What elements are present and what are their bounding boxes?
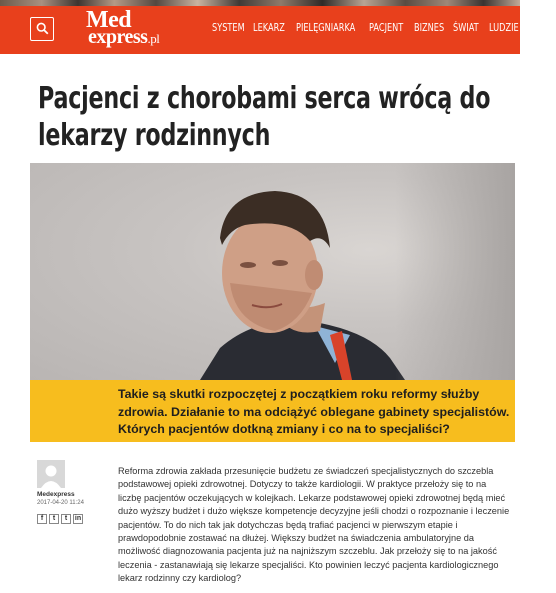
facebook-share-icon[interactable]: f — [37, 514, 47, 524]
share-buttons — [37, 514, 85, 524]
author-name[interactable]: Medexpress — [37, 491, 75, 498]
logo-med: Med — [86, 7, 132, 33]
twitter-share-icon[interactable]: t — [49, 514, 59, 524]
logo-express-text: express — [88, 26, 148, 48]
nav-item-pacjent[interactable]: PACJENT — [369, 22, 404, 34]
publish-date: 2017-04-20 11:24 — [37, 500, 84, 506]
nav-item-swiat[interactable]: ŚWIAT — [453, 22, 479, 34]
site-logo[interactable] — [86, 9, 196, 49]
photo-shadow — [395, 163, 515, 380]
hero-photo — [30, 163, 515, 380]
logo-express — [88, 26, 159, 49]
author-avatar — [37, 460, 65, 488]
nav-item-system[interactable]: SYSTEM — [212, 22, 245, 34]
tumblr-share-icon[interactable]: t — [61, 514, 71, 524]
avatar-icon — [37, 460, 65, 488]
article-body: Reforma zdrowia zakłada przesunięcie budżetu ze świadczeń specjalistycznych do szczebla podstawowej opieki zdrowotnej. Dotyczy to także kardiologii. W praktyce przełoży się to na liczbę pacjentów oczekujących w kolejkach. Lekarze podstawowej opieki zdrowotnej będą mieć dużo wyższy budżet i dużo większe kompetencje decyzyjne jeśli chodzi o rozpoznanie i leczenie pacjentów. To do nich tak jak dotychczas będą trafiać pacjenci w pierwszym etapie i prawdopodobnie zostawać na dłużej. Większy budżet na świadczenia ambulatoryjne da możliwość diagnozowania pacjenta już na najniższym szczeblu. Jak przełoży się to na jakość leczenia - zastanawiają się lekarze specjaliści. Kto powinien leczyć pacjenta kardiologicznego lekarz rodzinny czy kardiolog? — [118, 466, 510, 584]
search-button[interactable] — [30, 17, 54, 41]
search-icon — [36, 22, 49, 35]
site-header — [0, 6, 540, 54]
nav-item-lekarz[interactable]: LEKARZ — [253, 22, 285, 34]
nav-item-biznes[interactable]: BIZNES — [414, 22, 445, 34]
nav-item-ludzie[interactable]: LUDZIE — [489, 22, 519, 34]
nav-item-pielegniarka[interactable]: PIELĘGNIARKA — [296, 22, 356, 34]
article-title: Pacjenci z chorobami serca wrócą do lekarzy rodzinnych — [38, 81, 491, 153]
main-nav — [212, 22, 556, 34]
nav-item-do[interactable]: DO — [527, 22, 540, 34]
logo-tld: .pl — [147, 31, 160, 46]
linkedin-share-icon[interactable]: in — [74, 515, 82, 522]
article-lead: Takie są skutki rozpoczętej z początkiem roku reformy służby zdrowia. Działanie to ma odciążyć oblegane gabinety specjalistów. Których pacjentów dotkną zmiany i co na to specjaliści? — [118, 387, 510, 436]
